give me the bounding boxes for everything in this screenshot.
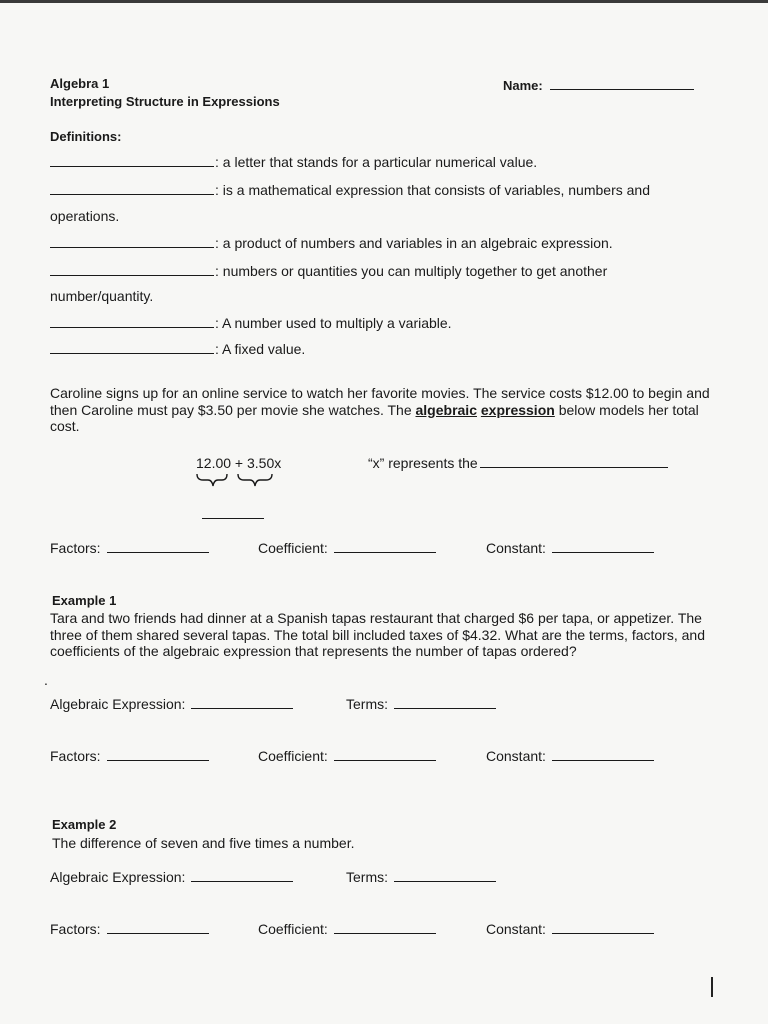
algebraic-expression-blank[interactable] xyxy=(191,696,293,709)
coefficient-blank[interactable] xyxy=(334,748,436,761)
terms-blank[interactable] xyxy=(394,869,496,882)
intro-factors-field[interactable] xyxy=(50,540,209,556)
top-edge-line xyxy=(0,0,768,3)
expression: 12.00 + 3.50x xyxy=(196,455,282,471)
definition-text: : A fixed value. xyxy=(215,341,306,357)
example2-factors-field[interactable] xyxy=(50,921,209,937)
definition-continuation xyxy=(50,288,153,304)
terms-label: Terms: xyxy=(346,696,388,712)
example1-text: Tara and two friends had dinner at a Spanish tapas restaurant that charged $6 per tapa, or appetizer. The three of them shared several tapas. The total bill included taxes of $4.32. What are the terms, factors, and coefficients of the algebraic expression that represents the number of tapas ordered? xyxy=(50,610,705,659)
name-blank[interactable] xyxy=(550,77,694,90)
factors-blank[interactable] xyxy=(107,921,209,934)
definition-text: : is a mathematical expression that consists of variables, numbers and xyxy=(215,182,650,198)
definition-text: : numbers or quantities you can multiply together to get another xyxy=(215,263,608,279)
brace-marks xyxy=(194,470,280,492)
factors-label: Factors: xyxy=(50,921,101,937)
definition-row-factors xyxy=(50,263,607,279)
definition-text: : a product of numbers and variables in an algebraic expression. xyxy=(215,235,613,251)
constant-label: Constant: xyxy=(486,921,546,937)
constant-blank[interactable] xyxy=(552,748,654,761)
factors-label: Factors: xyxy=(50,748,101,764)
terms-label: Terms: xyxy=(346,869,388,885)
factors-blank[interactable] xyxy=(107,748,209,761)
definition-row-expression xyxy=(50,182,650,198)
intro-paragraph xyxy=(50,385,725,435)
definition-blank[interactable] xyxy=(50,235,214,248)
name-label: Name: xyxy=(503,78,543,93)
example1-coefficient-field[interactable] xyxy=(258,748,436,764)
name-field[interactable] xyxy=(503,77,694,93)
definition-text: number/quantity. xyxy=(50,288,154,304)
example1-factors-field[interactable] xyxy=(50,748,209,764)
example1-constant-field[interactable] xyxy=(486,748,654,764)
definition-text: operations. xyxy=(50,208,120,224)
definition-continuation xyxy=(50,208,119,224)
algebraic-expression-blank[interactable] xyxy=(191,869,293,882)
coefficient-label: Coefficient: xyxy=(258,540,328,556)
coefficient-blank[interactable] xyxy=(334,540,436,553)
example2-terms-field[interactable] xyxy=(346,869,496,885)
definition-row-variable xyxy=(50,154,537,170)
factors-blank[interactable] xyxy=(107,540,209,553)
brace-term xyxy=(238,474,272,486)
factors-label: Factors: xyxy=(50,540,101,556)
example2-coefficient-field[interactable] xyxy=(258,921,436,937)
example1-heading: Example 1 xyxy=(52,593,117,608)
definition-blank[interactable] xyxy=(50,263,214,276)
terms-blank[interactable] xyxy=(394,696,496,709)
example2-heading: Example 2 xyxy=(52,817,117,832)
definition-blank[interactable] xyxy=(50,315,214,328)
stray-mark: . xyxy=(44,672,48,688)
coefficient-label: Coefficient: xyxy=(258,921,328,937)
constant-label: Constant: xyxy=(486,540,546,556)
intro-constant-field[interactable] xyxy=(486,540,654,556)
constant-blank[interactable] xyxy=(552,540,654,553)
course-title: Algebra 1 xyxy=(50,76,110,91)
x-represents-label: “x” represents the xyxy=(368,455,478,471)
intro-coefficient-field[interactable] xyxy=(258,540,436,556)
constant-label: Constant: xyxy=(486,748,546,764)
definition-row-coefficient xyxy=(50,315,452,331)
constant-blank[interactable] xyxy=(552,921,654,934)
example1-terms-field[interactable] xyxy=(346,696,496,712)
algebraic-expression-label: Algebraic Expression: xyxy=(50,869,186,885)
expression-answer-blank[interactable] xyxy=(202,518,264,519)
intro-text: Caroline signs up for an online service to watch her favorite movies. The service costs $12.00 to begin and then Caroline must pay $3.50 per movie she watches. The xyxy=(50,385,710,418)
definitions-heading: Definitions: xyxy=(50,129,122,144)
definition-row-term xyxy=(50,235,613,251)
definition-blank[interactable] xyxy=(50,154,214,167)
page-number-mark xyxy=(711,977,713,997)
definition-row-constant xyxy=(50,341,305,357)
definition-text: : A number used to multiply a variable. xyxy=(215,315,452,331)
lesson-title: Interpreting Structure in Expressions xyxy=(50,94,280,109)
x-represents-field[interactable] xyxy=(368,455,668,471)
algebraic-expression-label: Algebraic Expression: xyxy=(50,696,186,712)
example1-expression-field[interactable] xyxy=(50,696,293,712)
x-represents-blank[interactable] xyxy=(480,455,668,468)
example2-text: The difference of seven and five times a number. xyxy=(52,835,355,851)
definition-blank[interactable] xyxy=(50,341,214,354)
coefficient-label: Coefficient: xyxy=(258,748,328,764)
definition-text: : a letter that stands for a particular numerical value. xyxy=(215,154,538,170)
keyword-expression: expression xyxy=(480,401,555,418)
definition-blank[interactable] xyxy=(50,182,214,195)
example2-constant-field[interactable] xyxy=(486,921,654,937)
intro-text: below models her total cost. xyxy=(50,401,699,434)
coefficient-blank[interactable] xyxy=(334,921,436,934)
keyword-algebraic: algebraic xyxy=(415,401,477,418)
brace-constant xyxy=(197,474,227,486)
example2-expression-field[interactable] xyxy=(50,869,293,885)
